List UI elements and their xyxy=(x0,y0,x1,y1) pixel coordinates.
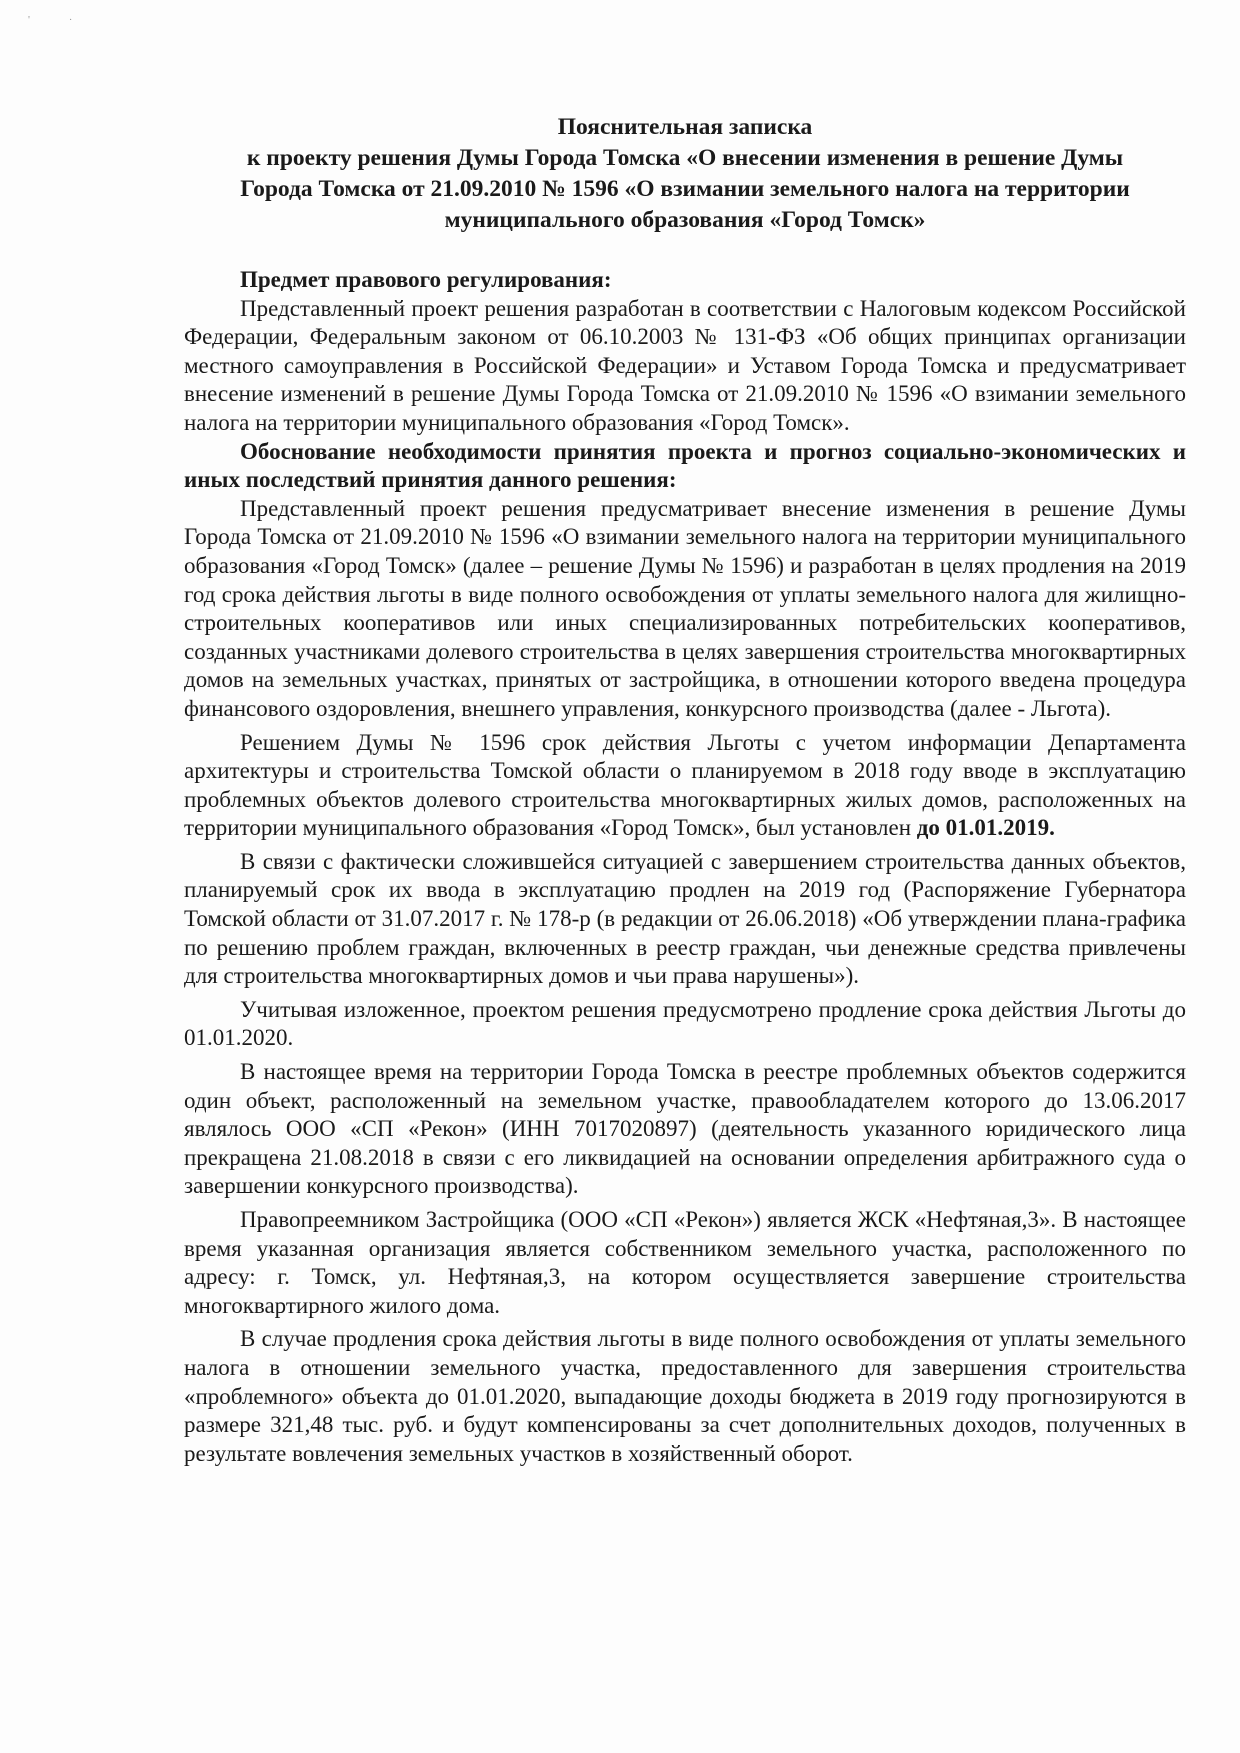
section-heading-subject: Предмет правового регулирования: xyxy=(240,267,612,292)
title-line-4: муниципального образования «Город Томск» xyxy=(444,207,926,233)
paragraph-2 xyxy=(184,729,1186,843)
paragraph-subject: Представленный проект решения разработан в соответствии с Налоговым кодексом Российской Федерации, Федеральным законом от 06.10.2003 № 131-ФЗ «Об общих принципах организации местного самоуправления в Российской Федерации» и Уставом Города Томска и предусматривает внесение изменений в решение Думы Города Томска от 21.09.2010 № 1596 «О взимании земельного налога на территории муниципального образования «Город Томск». xyxy=(184,295,1186,435)
paragraph-4: Учитывая изложенное, проектом решения предусмотрено продление срока действия Льготы до 01.01.2020. xyxy=(184,996,1186,1051)
paragraph-5: В настоящее время на территории Города Томска в реестре проблемных объектов содержится один объект, расположенный на земельном участке, правообладателем которого до 13.06.2017 являлось ООО «СП «Рекон» (ИНН 7017020897) (деятельность указанного юридического лица прекращена 21.08.2018 в связи с его ликвидацией на основании определения арбитражного суда о завершении конкурсного производства). xyxy=(184,1059,1186,1199)
scan-marks: ' · xyxy=(28,14,91,26)
paragraph-2-text: Решением Думы № 1596 срок действия Льготы с учетом информации Департамента архитектуры и строительства Томской области о планируемом в 2018 году вводе в эксплуатацию проблемных объектов долевого строительства многоквартирных жилых домов, расположенных на территории муниципального образования «Город Томск», был установлен xyxy=(184,729,1186,841)
paragraph-7: В случае продления срока действия льготы в виде полного освобождения от уплаты земельного налога в отношении земельного участка, предоставленного для завершения строительства «проблемного» объекта до 01.01.2020, выпадающие доходы бюджета в 2019 году прогнозируются в размере 321,48 тыс. руб. и будут компенсированы за счет дополнительных доходов, полученных в результате вовлечения земельных участков в хозяйственный оборот. xyxy=(184,1326,1186,1466)
title-line-3: Города Томска от 21.09.2010 № 1596 «О взимании земельного налога на территории xyxy=(240,176,1130,202)
paragraph-3: В связи с фактически сложившейся ситуацией с завершением строительства данных объектов, планируемый срок их ввода в эксплуатацию продлен на 2019 год (Распоряжение Губернатора Томской области от 31.07.2017 г. № 178-р (в редакции от 26.06.2018) «Об утверждении плана-графика по решению проблем граждан, включенных в реестр граждан, чьи денежные средства привлечены для строительства многоквартирных домов и чьи права нарушены»). xyxy=(184,848,1186,989)
document-body xyxy=(184,112,1186,1468)
paragraph-6: Правопреемником Застройщика (ООО «СП «Рекон») является ЖСК «Нефтяная,3». В настоящее время указанная организация является собственником земельного участка, расположенного по адресу: г. Томск, ул. Нефтяная,3, на котором осуществляется завершение строительства многоквартирного жилого дома. xyxy=(184,1207,1186,1318)
paragraph-2-date: до 01.01.2019. xyxy=(916,815,1055,841)
title-line-2: к проекту решения Думы Города Томска «О внесении изменения в решение Думы xyxy=(246,145,1124,171)
section-heading-justification: Обоснование необходимости принятия проекта и прогноз социально-экономических и иных последствий принятия данного решения: xyxy=(184,438,1186,493)
paragraph-1: Представленный проект решения предусматривает внесение изменения в решение Думы Города Томска от 21.09.2010 № 1596 «О взимании земельного налога на территории муниципального образования «Город Томск» (далее – решение Думы № 1596) и разработан в целях продления на 2019 год срока действия льготы в виде полного освобождения от уплаты земельного налога для жилищно-строительных кооперативов или иных специализированных потребительских кооперативов, созданных участниками долевого строительства в целях завершения строительства многоквартирных домов на земельных участках, принятых от застройщика, в отношении которого введена процедура финансового оздоровления, внешнего управления, конкурсного производства (далее - Льгота). xyxy=(184,495,1186,721)
document-title xyxy=(184,112,1186,236)
title-line-1: Пояснительная записка xyxy=(557,114,813,140)
